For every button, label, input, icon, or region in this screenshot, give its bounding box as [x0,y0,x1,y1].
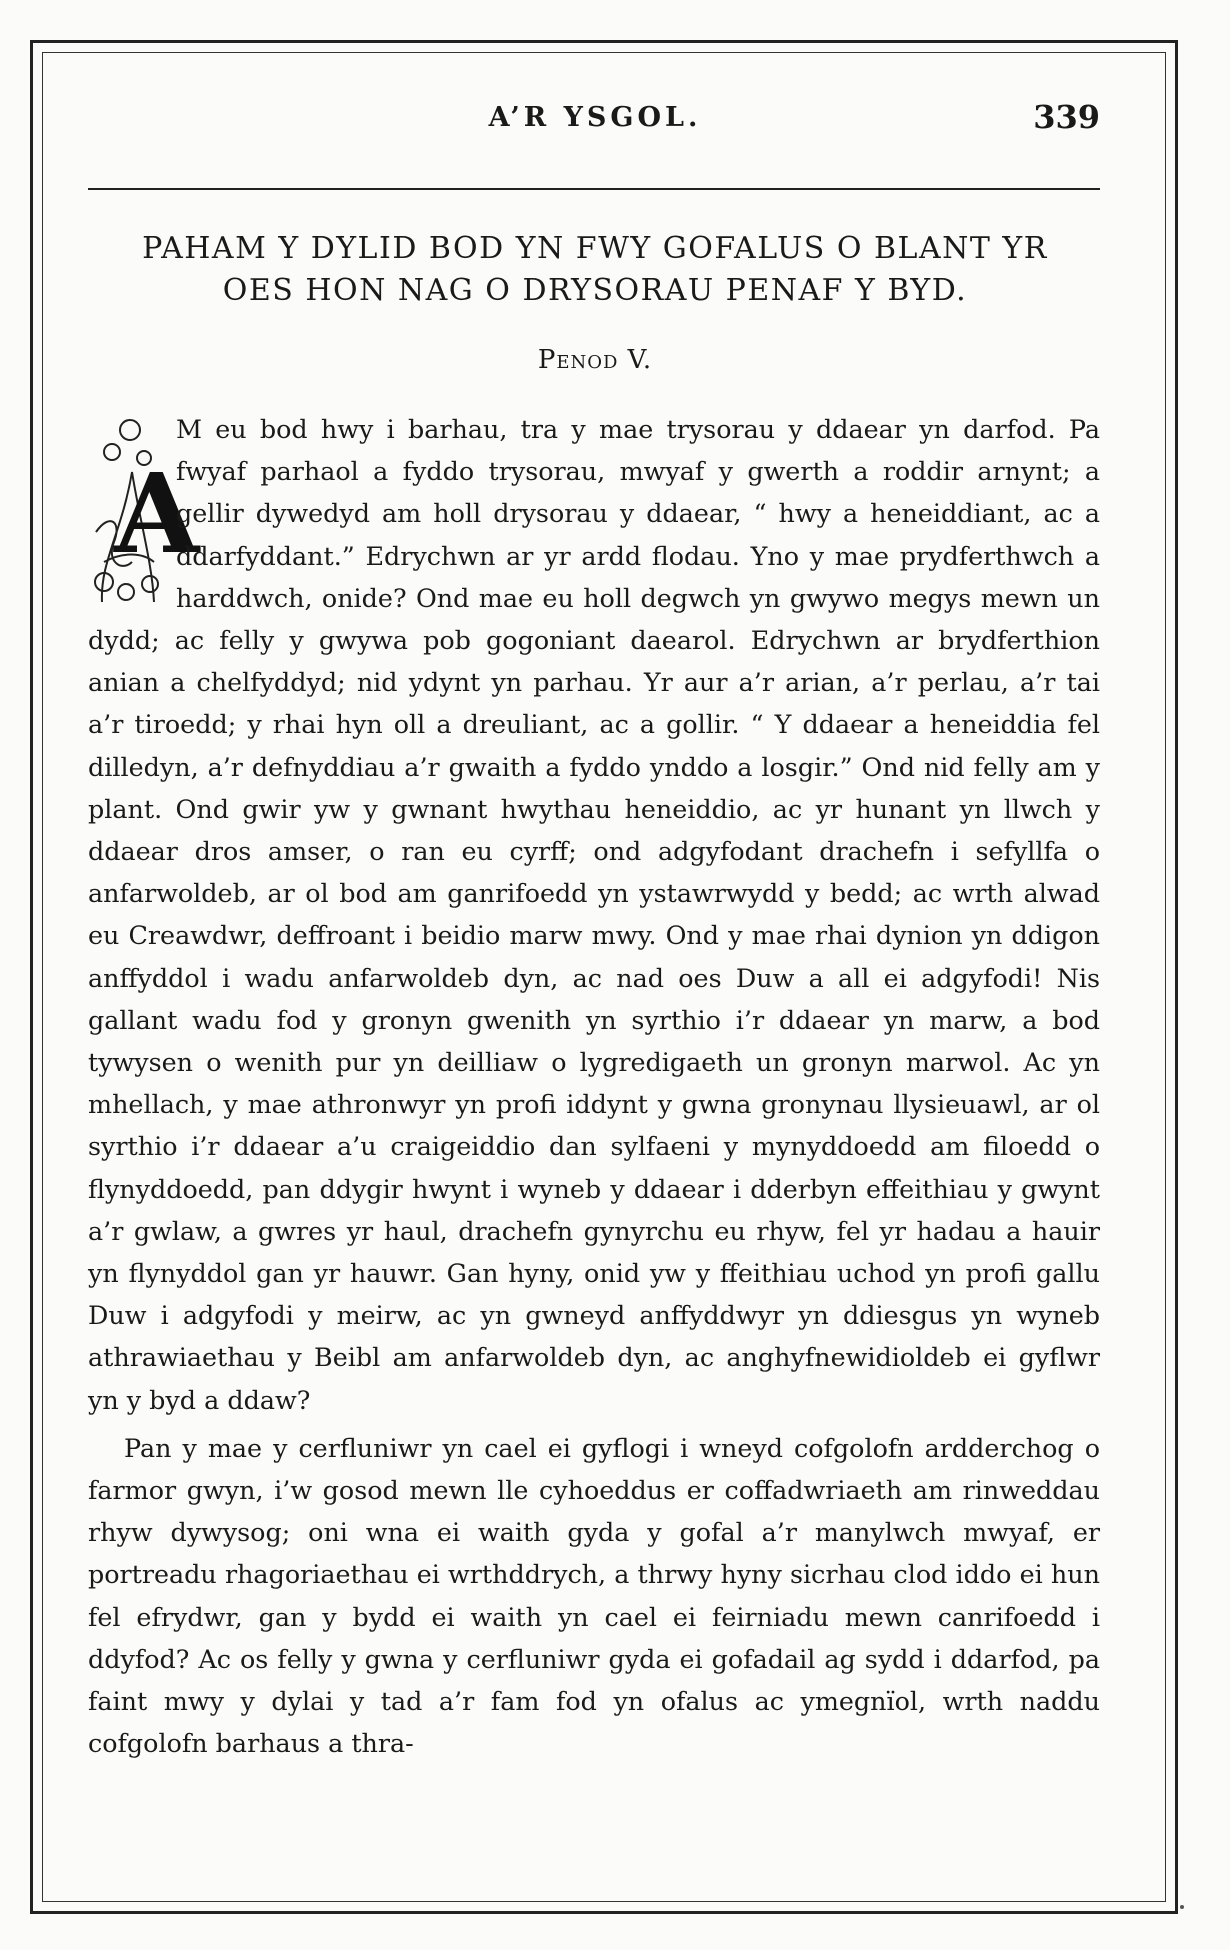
print-speck [1180,1905,1184,1909]
paragraph-1: M eu bod hwy i barhau, tra y mae trysorau y ddaear yn darfod. Pa fwyaf parhaol a fyddo trysorau, mwyaf y gwerth a roddir arnynt; a gellir dywedyd am holl drysorau y ddaear, “ hwy a heneiddiant, ac a ddarfyddant.” Edrychwn ar yr ardd flodau. Yno y mae prydferthwch a harddwch, onide? Ond mae eu holl degwch yn gwywo megys mewn un dydd; ac felly y gwywa pob gogoniant daearol. Edrychwn ar brydferthion anian a chelfyddyd; nid ydynt yn parhau. Yr aur a’r arian, a’r perlau, a’r tai a’r tiroedd; y rhai hyn oll a dreuliant, ac a gollir. “ Y ddaear a heneiddia fel dilledyn, a’r defnyddiau a’r gwaith a fyddo ynddo a losgir.” Ond nid felly am y plant. Ond gwir yw y gwnant hwythau heneiddio, ac yr hunant yn llwch y ddaear dros amser, o ran eu cyrff; ond adgyfodant drachefn i sefyllfa o anfarwoldeb, ar ol bod am ganrifoedd yn ystawrwydd y bedd; ac wrth alwad eu Creawdwr, deffroant i beidio marw mwy. Ond y mae rhai dynion yn ddigon anffyddol i wadu anfarwoldeb dyn, ac nad oes Duw a all ei adgyfodi! Nis gallant wadu fod y gronyn gwenith yn syrthio i’r ddaear yn marw, a bod tywysen o wenith pur yn deilliaw o lygredigaeth un gronyn marwol. Ac yn mhellach, y mae athronwyr yn profi iddynt y gwna gronynau llysieuawl, ar ol syrthio i’r ddaear a’u craigeiddio dan sylfaeni y mynyddoedd am filoedd o flynyddoedd, pan ddygir hwynt i wyneb y ddaear i dderbyn effeithiau y gwynt a’r gwlaw, a gwres yr haul, drachefn gynyrchu eu rhyw, fel yr hadau a hauir yn flynyddol gan yr hauwr. Gan hyny, onid yw y ffeithiau uchod yn profi gallu Duw i adgyfodi y meirw, ac yn gwneyd anffyddwyr yn ddiesgus yn wyneb athrawiaethau y Beibl am anfarwoldeb dyn, ac anghyfnewidioldeb ei gyflwr yn y byd a ddaw? [88,414,1100,1415]
running-head: A’R YSGOL. [488,102,702,133]
page-header [90,98,1100,142]
title-line-2: OES HON NAG O DRYSORAU PENAF Y BYD. [222,273,968,308]
title-line-1: PAHAM Y DYLID BOD YN FWY GOFALUS O BLANT YR [142,231,1048,266]
chapter-title [80,228,1110,312]
paragraph-2: Pan y mae y cerfluniwr yn cael ei gyflogi i wneyd cofgolofn ardderchog o farmor gwyn, i’w gosod mewn lle cyhoeddus er coffadwriaeth am rinweddau rhyw dywysog; oni wna ei waith gyda y gofal a’r manylwch mwyaf, er portreadu rhagoriaethau ei wrthddrych, a thrwy hyny sicrhau clod iddo ei hun fel efrydwr, gan y bydd ei waith yn cael ei feirniadu mewn canrifoedd i ddyfod? Ac os felly y gwna y cerfluniwr gyda ei gofadail ag sydd i ddarfod, pa faint mwy y dylai y tad a’r fam fod yn ofalus ac ymegnïol, wrth naddu cofgolofn barhaus a thra- [88,1432,1100,1759]
dropcap-letter: A [114,449,200,578]
body-text [88,408,1100,1765]
chapter-heading: Penod V. [537,345,653,375]
page-number: 339 [1033,98,1100,136]
header-rule [88,188,1100,190]
ornamental-dropcap [92,412,200,612]
